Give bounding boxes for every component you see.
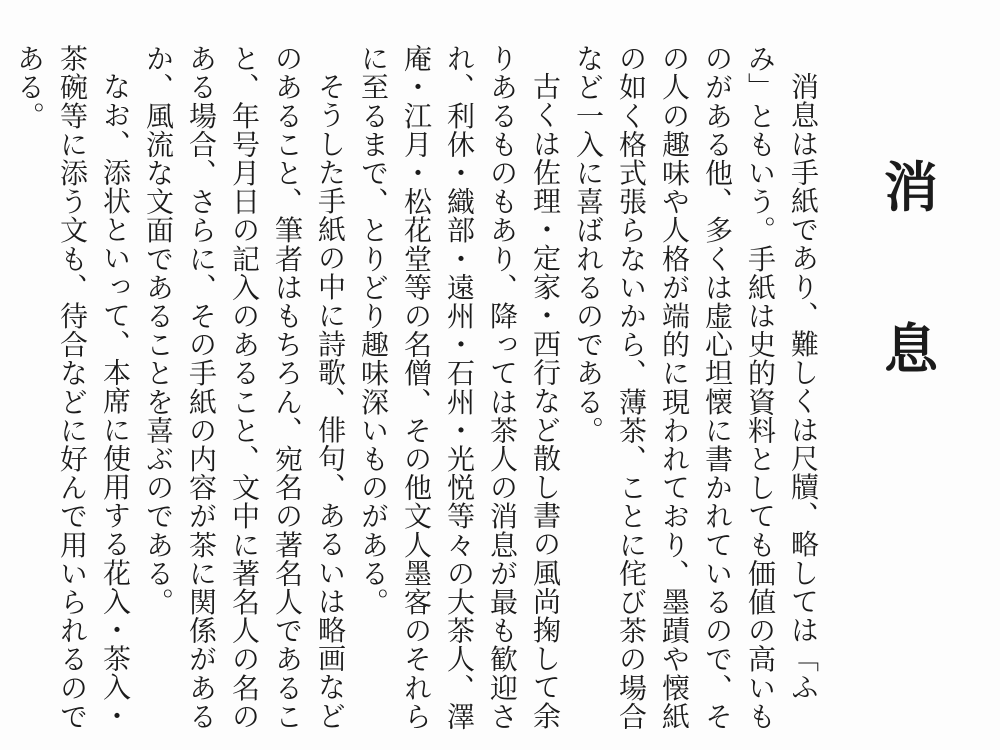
paragraph-3: そうした手紙の中に詩歌、俳句、あるいは略画などのあること、筆者はもちろん、宛名の著名人であること、年号月日の記入のあること、文中に著名人の名のある場合、さらに、その手紙の内容が茶に関係があるか、風流な文面であることを喜ぶのである。 bbox=[142, 44, 347, 731]
paragraph-1: 消息は手紙であり、難しくは尺牘、略しては「ふみ」ともいう。手紙は史的資料としても価値の高いものがある他、多くは虚心坦懐に書かれているので、その人の趣味や人格が端的に現われており、墨蹟や懐紙の如く格式張らないから、薄茶、ことに侘び茶の場合など一入に喜ばれるのである。 bbox=[572, 44, 820, 731]
body-text bbox=[8, 44, 825, 734]
heading-char-1: 消 bbox=[884, 155, 938, 219]
heading-char-2: 息 bbox=[884, 317, 938, 381]
paragraph-4: なお、添状といって、本席に使用する花入・茶入・茶碗等に添う文も、待合などに好んで用いられるのである。 bbox=[13, 44, 132, 731]
paragraph-2: 古くは佐理・定家・西行など散し書の風尚掬して余りあるものもあり、降っては茶人の消息が最も歓迎され、利休・織部・遠州・石州・光悦等々の大茶人、澤庵・江月・松花堂等の名僧、その他文人墨客のそれらに至るまで、とりどり趣味深いものがある。 bbox=[357, 44, 562, 731]
